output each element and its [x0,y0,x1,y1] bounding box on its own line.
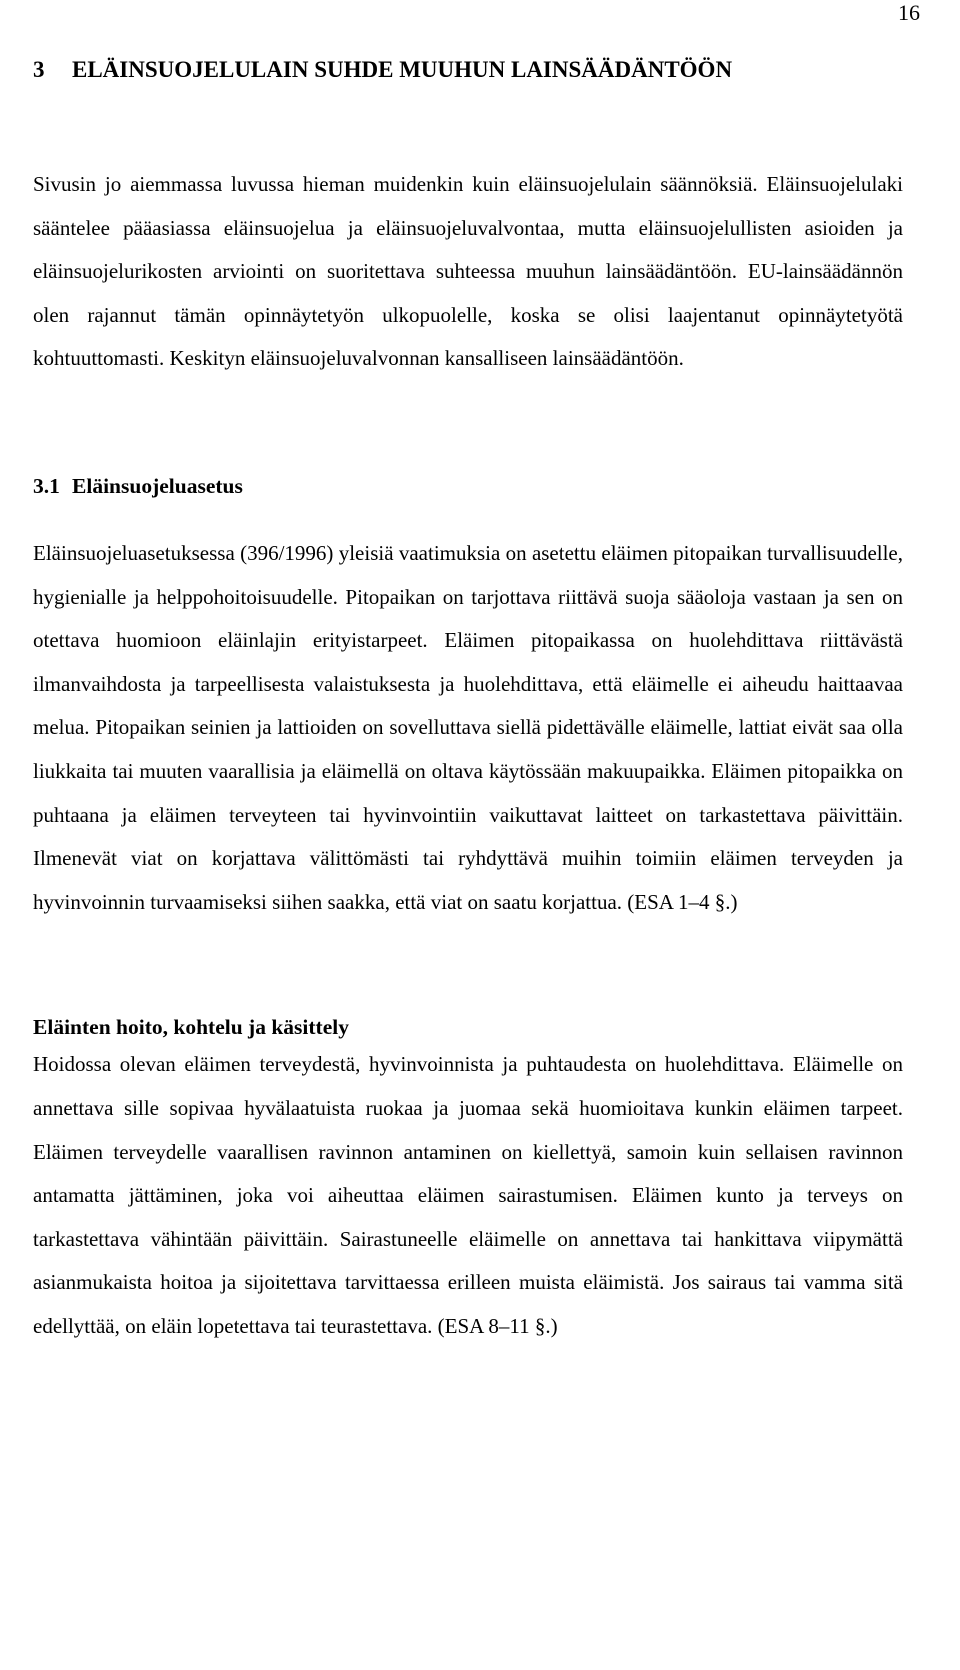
chapter-number: 3 [33,57,45,82]
chapter-heading [33,54,903,86]
page-content [33,54,903,1348]
chapter-title: ELÄINSUOJELULAIN SUHDE MUUHUN LAINSÄÄDÄNTÖÖN [72,57,733,82]
section-number: 3.1 [33,473,60,498]
subsection-heading: Eläinten hoito, kohtelu ja käsittely [33,1015,349,1040]
subsection-paragraph: Hoidossa olevan eläimen terveydestä, hyvinvoinnista ja puhtaudesta on huolehdittava. Eläimelle on annettava sille sopivaa hyvälaatuista ruokaa ja juomaa sekä huomioitava kunkin eläimen tarpeet. Eläimen terveydelle vaarallisen ravinnon antaminen on kiellettyä, samoin kuin sellaisen ravinnon antamatta jättäminen, joka voi aiheuttaa eläimen sairastumisen. Eläimen kunto ja terveys on tarkastettava vähintään päivittäin. Sairastuneelle eläimelle on annettava tai hankittava viipymättä asianmukaista hoitoa ja sijoitettava tarvittaessa erilleen muista eläimistä. Jos sairaus tai vamma sitä edellyttää, on eläin lopetettava tai teurastettava. (ESA 8–11 §.) [33,1052,903,1338]
page-number: 16 [898,0,920,25]
section-title: Eläinsuojeluasetus [72,473,243,498]
section-heading [33,470,903,502]
section-paragraph: Eläinsuojeluasetuksessa (396/1996) yleisiä vaatimuksia on asetettu eläimen pitopaikan turvallisuudelle, hygienialle ja helppohoitoisuudelle. Pitopaikan on tarjottava riittävä suoja sääoloja vastaan ja sen on otettava huomioon eläinlajin erityistarpeet. Eläimen pitopaikassa on huolehdittava riittävästä ilmanvaihdosta ja tarpeellisesta valaistuksesta ja huolehdittava, että eläimelle ei aiheudu haittaavaa melua. Pitopaikan seinien ja lattioiden on sovelluttava siellä pidettävälle eläimelle, lattiat eivät saa olla liukkaita tai muuten vaarallisia ja eläimellä on oltava käytössään makuupaikka. Eläimen pitopaikka on puhtaana ja eläimen terveyteen tai hyvinvointiin vaikuttavat laitteet on tarkastettava päivittäin. Ilmenevät viat on korjattava välittömästi tai ryhdyttävä muihin toimiin eläimen terveyden ja hyvinvoinnin turvaamiseksi siihen saakka, että viat on saatu korjattua. (ESA 1–4 §.) [33,540,903,914]
intro-paragraph: Sivusin jo aiemmassa luvussa hieman muidenkin kuin eläinsuojelulain säännöksiä. Eläinsuojelulaki sääntelee pääasiassa eläinsuojelua ja eläinsuojeluvalvontaa, mutta eläinsuojelullisten asioiden ja eläinsuojelurikosten arviointi on suoritettava suhteessa muuhun lainsäädäntöön. EU-lainsäädännön olen rajannut tämän opinnäytetyön ulkopuolelle, koska se olisi laajentanut opinnäytetyötä kohtuuttomasti. Keskityn eläinsuojeluvalvonnan kansalliseen lainsäädäntöön. [33,172,903,371]
